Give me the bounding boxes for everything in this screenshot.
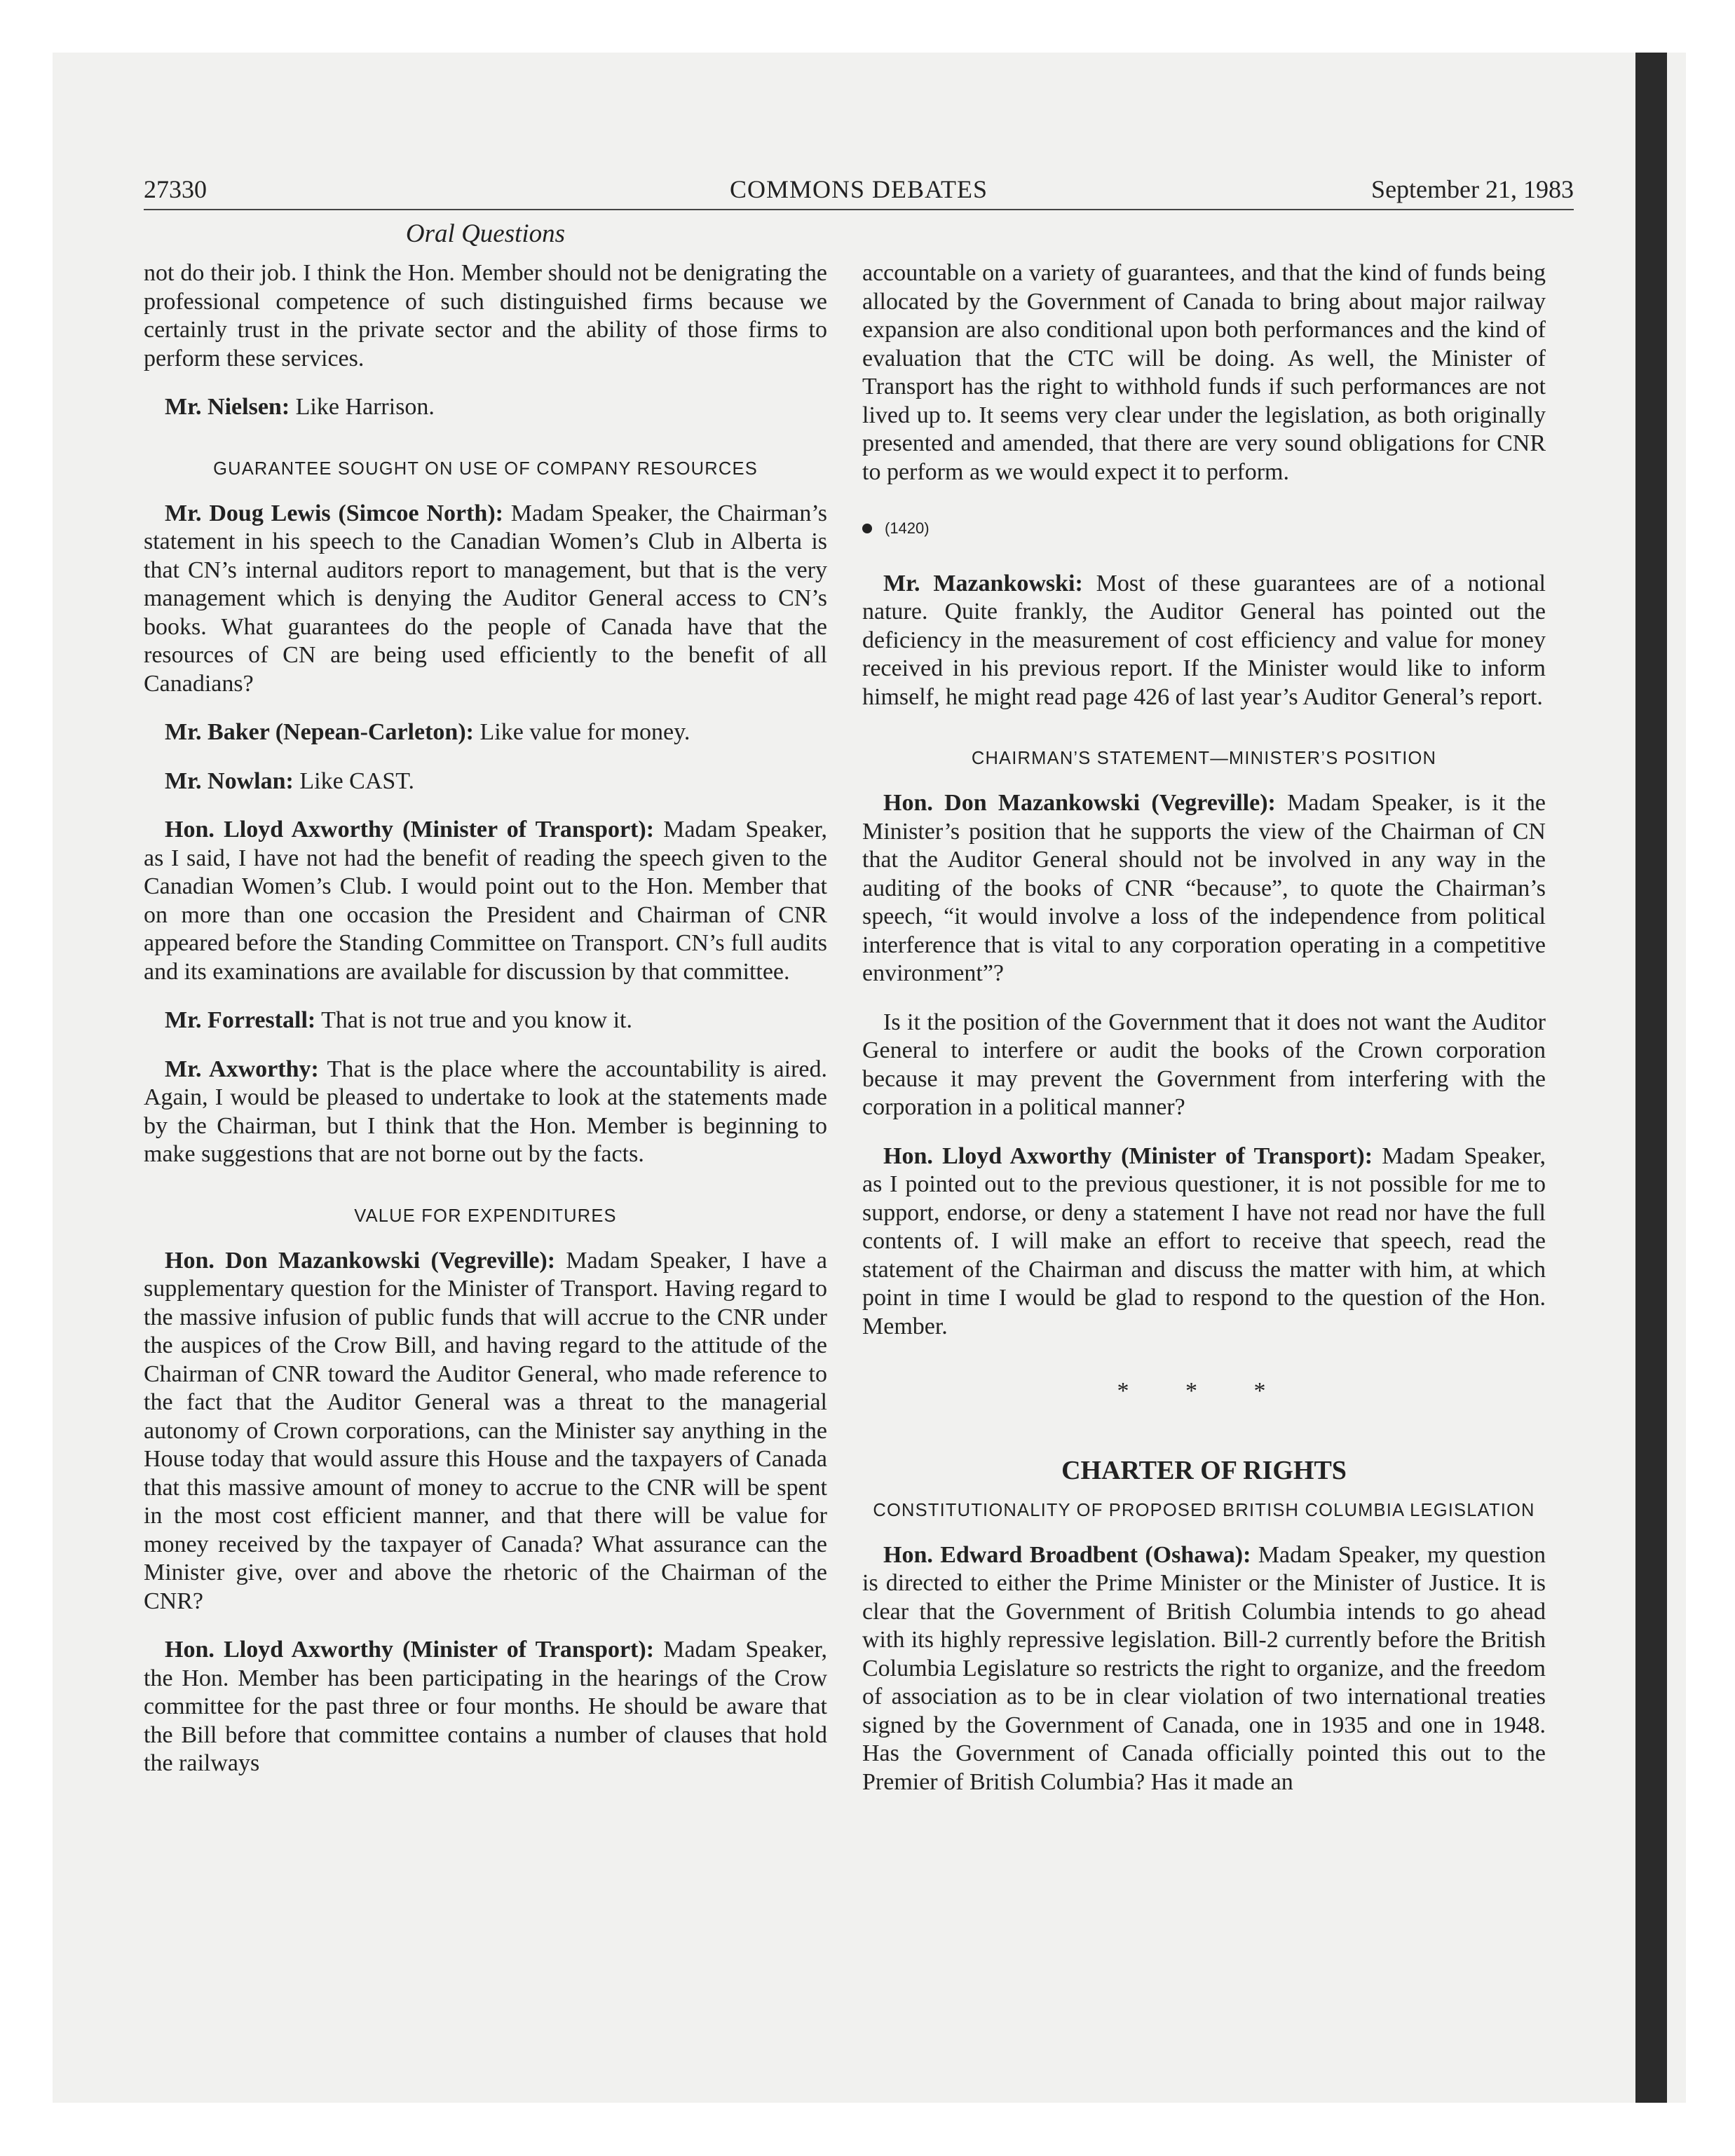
paragraph: Is it the position of the Government that it does not want the Auditor General to interfere or audit the books of the Crown corporation because it may prevent the Government from interfering with the corporation in a political manner? bbox=[862, 1009, 1546, 1120]
timestamp bbox=[862, 514, 1546, 543]
speech-text: Like value for money. bbox=[473, 719, 690, 745]
subheading: CONSTITUTIONALITY OF PROPOSED BRITISH COLUMBIA LEGISLATION bbox=[873, 1500, 1535, 1520]
speech-text: Madam Speaker, my question is directed to either the Prime Minister or the Minister of Justice. It is clear that the Government of British Columbia intends to go ahead with its highly repressive legislation. Bill-2 currently before the British Columbia Legislature so restricts the right to organize, and the freedom of association as to be in clear violation of two international treaties signed by the Government of Canada, one in 1935 and one in 1948. Has the Government of Canada officially pointed this out to the Premier of British Columbia? Has it made an bbox=[862, 1541, 1546, 1795]
speech-text: Madam Speaker, as I pointed out to the previous questioner, it is not possible for me to support, endorse, or deny a statement I have not read nor have the full contents of. I will make an effort to receive that speech, read the statement of the Chairman and discuss the matter with him, at which point in time I would be glad to respond to the question of the Hon. Member. bbox=[862, 1142, 1546, 1339]
page-header bbox=[144, 170, 1574, 210]
speech-text: Madam Speaker, is it the Minister’s position that he supports the view of the Chairman of CN that the Auditor General should not be involved in any way in the auditing of the books of CNR “because”, to quote the Chairman’s speech, “it would involve a loss of the independence from political interference that is vital to any corporation operating in a competitive environment”? bbox=[862, 790, 1546, 986]
speaker-name: Mr. Nowlan: bbox=[165, 767, 294, 794]
speech-text: That is the place where the accountability is aired. Again, I would be pleased to undertake to look at the statements made by the Chairman, but I think that the Hon. Member is beginning to make suggestions that are not borne out by the facts. bbox=[144, 1056, 828, 1167]
left-column bbox=[144, 259, 827, 1799]
section-separator: * * * bbox=[1117, 1378, 1291, 1404]
subheading: CHAIRMAN’S STATEMENT—MINISTER’S POSITION bbox=[971, 749, 1437, 768]
speech-text: Madam Speaker, the Chairman’s statement in his speech to the Canadian Women’s Club in Alberta is that CN’s internal auditors report to management, but that is the very management which is denying the Auditor General access to CN’s books. What guarantees do the people of Canada have that the resources of CN are being used efficiently to the benefit of all Canadians? bbox=[144, 500, 827, 697]
speaker-name: Hon. Lloyd Axworthy (Minister of Transport): bbox=[165, 1637, 655, 1663]
paragraph bbox=[144, 816, 827, 986]
timestamp-text: (1420) bbox=[885, 519, 930, 537]
subheading: VALUE FOR EXPENDITURES bbox=[354, 1206, 617, 1226]
speech-text: Madam Speaker, as I said, I have not had the benefit of reading the speech given to the Canadian Women’s Club. I would point out to the Hon. Member that on more than one occasion the President and Chairman of CNR appeared before the Standing Committee on Transport. CN’s full audits and its examinations are available for discussion by that committee. bbox=[144, 817, 827, 985]
speaker-name: Mr. Doug Lewis (Simcoe North): bbox=[165, 500, 503, 526]
paragraph bbox=[862, 789, 1546, 988]
paragraph bbox=[144, 500, 827, 699]
page-number: 27330 bbox=[144, 175, 207, 203]
speaker-name: Mr. Nielsen: bbox=[165, 394, 290, 420]
subheading: GUARANTEE SOUGHT ON USE OF COMPANY RESOURCES bbox=[213, 458, 758, 479]
paragraph bbox=[144, 1247, 827, 1616]
speech-text: Like CAST. bbox=[293, 767, 415, 794]
paragraph bbox=[144, 1007, 827, 1035]
right-column bbox=[862, 259, 1546, 1817]
paragraph: accountable on a variety of guarantees, and that the kind of funds being allocated by the Government of Canada to bring about major railway expansion are also conditional upon both performances and the kind of evaluation that the CTC will be doing. As well, the Minister of Transport has the right to withhold funds if such performances are not lived up to. It seems very clear under the legislation, as both originally presented and amended, that there are very sound obligations for CNR to perform as we would expect it to perform. bbox=[862, 260, 1546, 485]
speaker-name: Mr. Baker (Nepean-Carleton): bbox=[165, 719, 474, 745]
speech-text: That is not true and you know it. bbox=[315, 1007, 632, 1033]
speaker-name: Mr. Forrestall: bbox=[165, 1007, 316, 1033]
speech-text: Most of these guarantees are of a notional nature. Quite frankly, the Auditor General has pointed out the deficiency in the measurement of cost efficiency and value for money received in his previous report. If the Minister would like to inform himself, he might read page 426 of last year’s Auditor General’s report. bbox=[862, 570, 1546, 710]
paragraph bbox=[862, 1142, 1546, 1342]
speaker-name: Mr. Axworthy: bbox=[165, 1056, 319, 1082]
speaker-name: Hon. Don Mazankowski (Vegreville): bbox=[165, 1247, 556, 1274]
speech-text: Like Harrison. bbox=[290, 394, 435, 420]
speaker-name: Hon. Lloyd Axworthy (Minister of Transport): bbox=[165, 817, 655, 842]
speaker-name: Mr. Mazankowski: bbox=[883, 570, 1083, 596]
speech-text: Madam Speaker, I have a supplementary question for the Minister of Transport. Having regard to the massive infusion of public funds that will accrue to the CNR under the auspices of the Crow Bill, and having regard to the attitude of the Chairman of CNR toward the Auditor General, who made reference to the fact that the Auditor General was a threat to the managerial autonomy of Crown corporations, can the Minister say anything in the House today that would assure this House and the taxpayers of Canada that this massive amount of money to accrue to the CNR will be spent in the most cost efficient manner, and that there will be value for money received by the taxpayer of Canada? What assurance can the Minister give, over and above the rhetoric of the Chairman of the CNR? bbox=[144, 1247, 827, 1614]
speech-text: Madam Speaker, the Hon. Member has been participating in the hearings of the Crow committee for the past three or four months. He should be aware that the Bill before that committee contains a number of clauses that hold the railways bbox=[144, 1637, 827, 1776]
paragraph bbox=[862, 570, 1546, 712]
paragraph: not do their job. I think the Hon. Member should not be denigrating the professional competence of such distinguished firms because we certainly trust in the private sector and the ability of those firms to perform these services. bbox=[144, 260, 827, 371]
bullet-dot-icon bbox=[862, 524, 872, 533]
running-head: Oral Questions bbox=[405, 219, 566, 248]
paragraph bbox=[144, 767, 827, 796]
paragraph bbox=[144, 1056, 827, 1169]
publication-title: COMMONS DEBATES bbox=[729, 175, 988, 203]
speaker-name: Hon. Lloyd Axworthy (Minister of Transport): bbox=[883, 1142, 1373, 1169]
paragraph bbox=[144, 1636, 827, 1778]
speaker-name: Hon. Don Mazankowski (Vegreville): bbox=[883, 790, 1276, 816]
speaker-name: Hon. Edward Broadbent (Oshawa): bbox=[883, 1541, 1251, 1568]
paragraph bbox=[144, 393, 827, 422]
section-title: CHARTER OF RIGHTS bbox=[1061, 1455, 1347, 1485]
binding-edge bbox=[1635, 53, 1667, 2103]
paragraph bbox=[862, 1541, 1546, 1797]
header-date: September 21, 1983 bbox=[1371, 175, 1574, 203]
paragraph bbox=[144, 718, 827, 747]
